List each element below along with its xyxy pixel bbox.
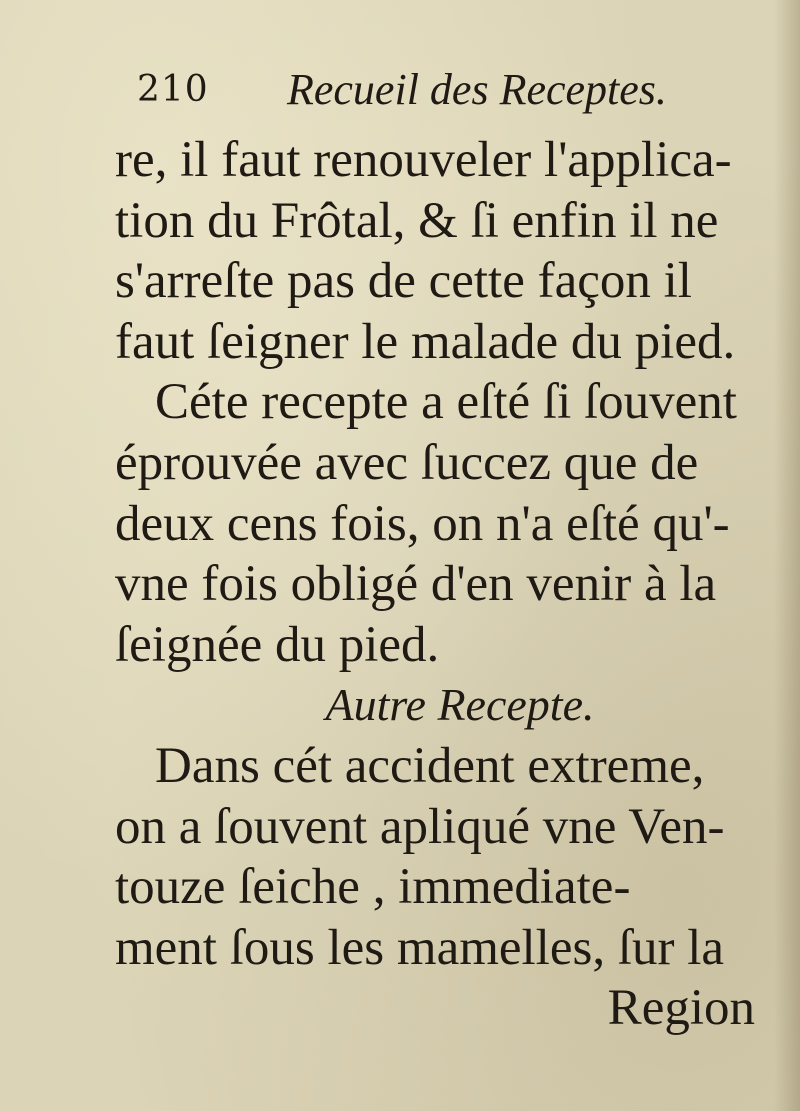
text-line: Céte recepte a eſté ſi ſouvent (155, 374, 737, 431)
text-line: touze ſeiche , immediate- (115, 859, 631, 916)
text-line: re, il faut renouveler l'applica- (115, 132, 732, 188)
text-line: éprouvée avec ſuccez que de (115, 434, 699, 491)
body-text (115, 130, 775, 1039)
text-line: Dans cét accident extreme, (155, 737, 705, 794)
text-line: ment ſous les mamelles, ſur la (115, 919, 725, 976)
text-line: on a ſouvent apliqué vne Ven- (115, 798, 725, 855)
text-line: s'arreſte pas de cette façon il (115, 253, 692, 310)
page-header (115, 65, 775, 130)
book-page (115, 65, 775, 1108)
page-edge-shadow (774, 0, 800, 1111)
text-line: vne fois obligé d'en venir à la (115, 556, 717, 613)
page-number: 210 (137, 69, 209, 110)
catchword: Region (607, 980, 755, 1037)
section-heading: Autre Recepte. (325, 679, 595, 731)
text-line: deux cens fois, on n'a eſté qu'- (115, 495, 730, 552)
text-line: tion du Frôtal, & ſi enfin il ne (115, 192, 719, 249)
text-line: ſeignée du pied. (115, 616, 440, 673)
text-line: faut ſeigner le malade du pied. (115, 313, 736, 370)
running-title: Recueil des Receptes. (287, 65, 667, 114)
